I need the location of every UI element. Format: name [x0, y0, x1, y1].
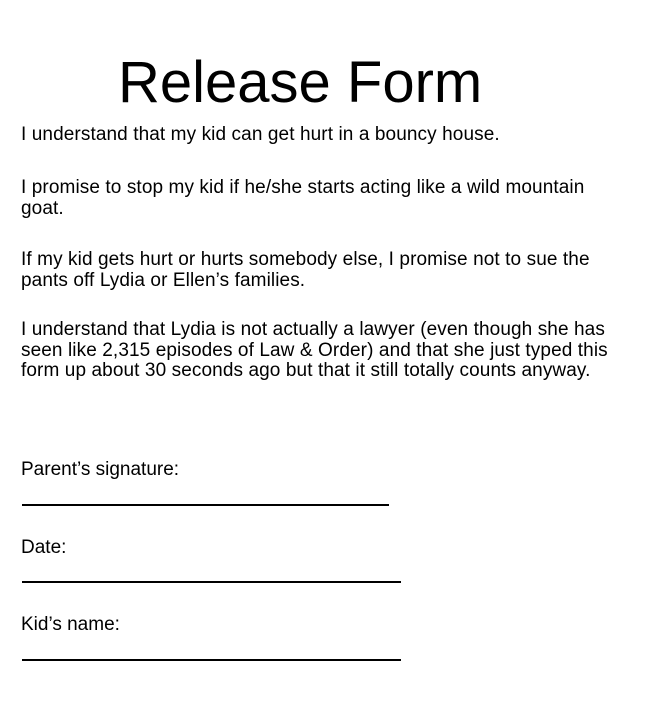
statement-no-sue: If my kid gets hurt or hurts somebody else, I promise not to sue the pants off Lydia or Ellen’s families. — [21, 249, 590, 291]
parent-signature-label: Parent’s signature: — [21, 459, 180, 480]
statement-not-lawyer: I understand that Lydia is not actually a lawyer (even though she has seen like 2,315 episodes of Law & Order) and that she just typed this form up about 30 seconds ago but that it still totally counts anyway. — [21, 319, 608, 381]
date-label: Date: — [21, 537, 67, 558]
date-line — [22, 581, 401, 583]
kid-name-line — [22, 659, 401, 661]
page-title: Release Form — [118, 50, 483, 115]
kid-name-label: Kid’s name: — [21, 614, 120, 635]
statement-mountain-goat: I promise to stop my kid if he/she starts acting like a wild mountain goat. — [21, 177, 585, 219]
parent-signature-line — [22, 504, 389, 506]
statement-bouncy-house: I understand that my kid can get hurt in a bouncy house. — [21, 124, 500, 145]
